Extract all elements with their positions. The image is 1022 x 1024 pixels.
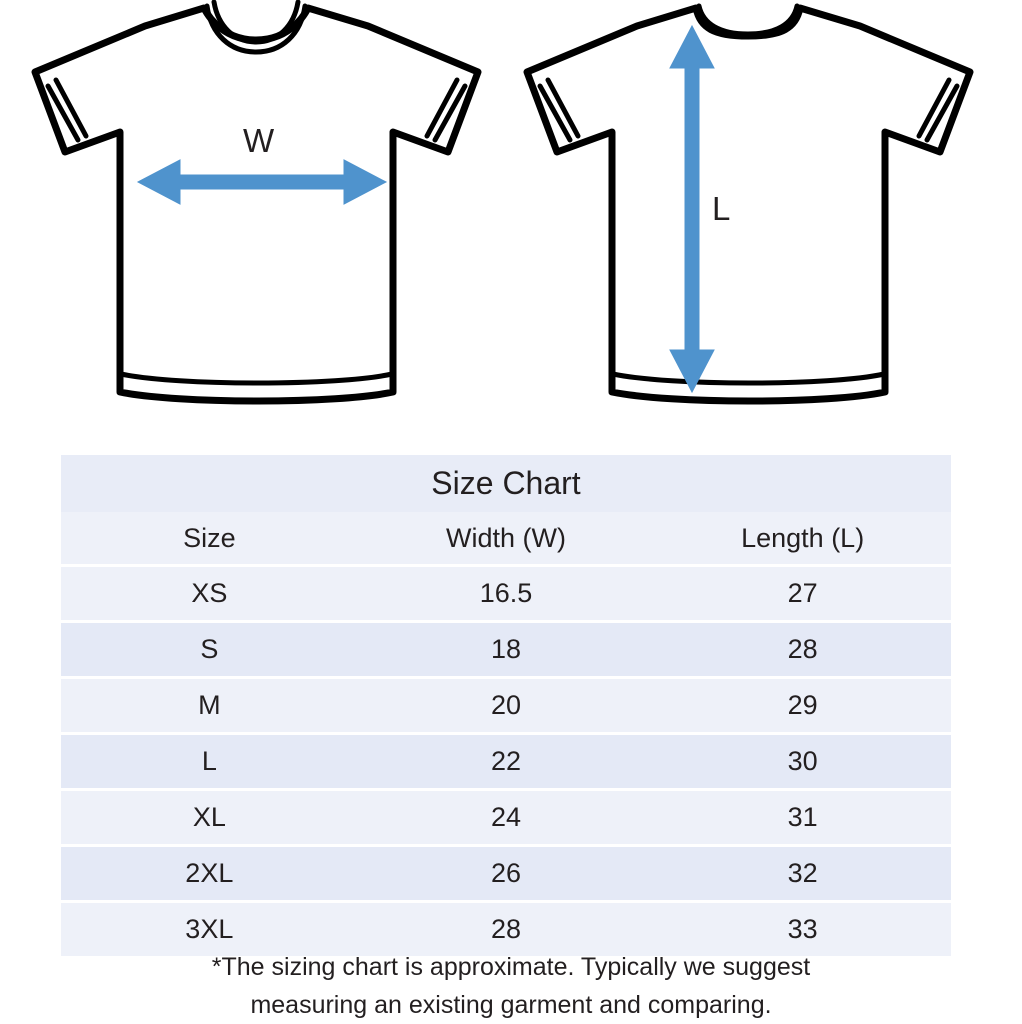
cell-size: M (61, 678, 358, 734)
tshirt-back-icon (500, 0, 1000, 420)
column-header-width: Width (W) (358, 512, 655, 566)
tshirt-front-icon (8, 0, 508, 420)
cell-length: 28 (654, 622, 951, 678)
footnote-line-2: measuring an existing garment and comparing. (250, 991, 772, 1019)
cell-length: 30 (654, 734, 951, 790)
column-header-length: Length (L) (654, 512, 951, 566)
cell-width: 26 (358, 846, 655, 902)
table-row (61, 734, 951, 790)
table-row (61, 566, 951, 622)
size-chart-table (61, 455, 951, 956)
table-row (61, 790, 951, 846)
shirt-diagrams (0, 0, 1022, 430)
footnote-line-1: *The sizing chart is approximate. Typically we suggest (211, 953, 811, 981)
table-row (61, 678, 951, 734)
size-chart-table-wrap (61, 455, 951, 956)
cell-length: 33 (654, 902, 951, 957)
column-header-size: Size (61, 512, 358, 566)
cell-size: S (61, 622, 358, 678)
cell-width: 16.5 (358, 566, 655, 622)
cell-length: 27 (654, 566, 951, 622)
cell-size: XL (61, 790, 358, 846)
cell-length: 29 (654, 678, 951, 734)
cell-length: 31 (654, 790, 951, 846)
table-header-row (61, 512, 951, 566)
table-title-row (61, 455, 951, 512)
cell-length: 32 (654, 846, 951, 902)
size-chart-title: Size Chart (61, 455, 951, 512)
cell-size: L (61, 734, 358, 790)
length-dimension-label: L (712, 190, 731, 227)
cell-size: 2XL (61, 846, 358, 902)
cell-size: XS (61, 566, 358, 622)
width-dimension-label: W (243, 122, 275, 159)
cell-width: 24 (358, 790, 655, 846)
cell-size: 3XL (61, 902, 358, 957)
cell-width: 18 (358, 622, 655, 678)
table-row (61, 846, 951, 902)
table-row (61, 622, 951, 678)
cell-width: 20 (358, 678, 655, 734)
footnote (0, 948, 1022, 1024)
cell-width: 22 (358, 734, 655, 790)
cell-width: 28 (358, 902, 655, 957)
